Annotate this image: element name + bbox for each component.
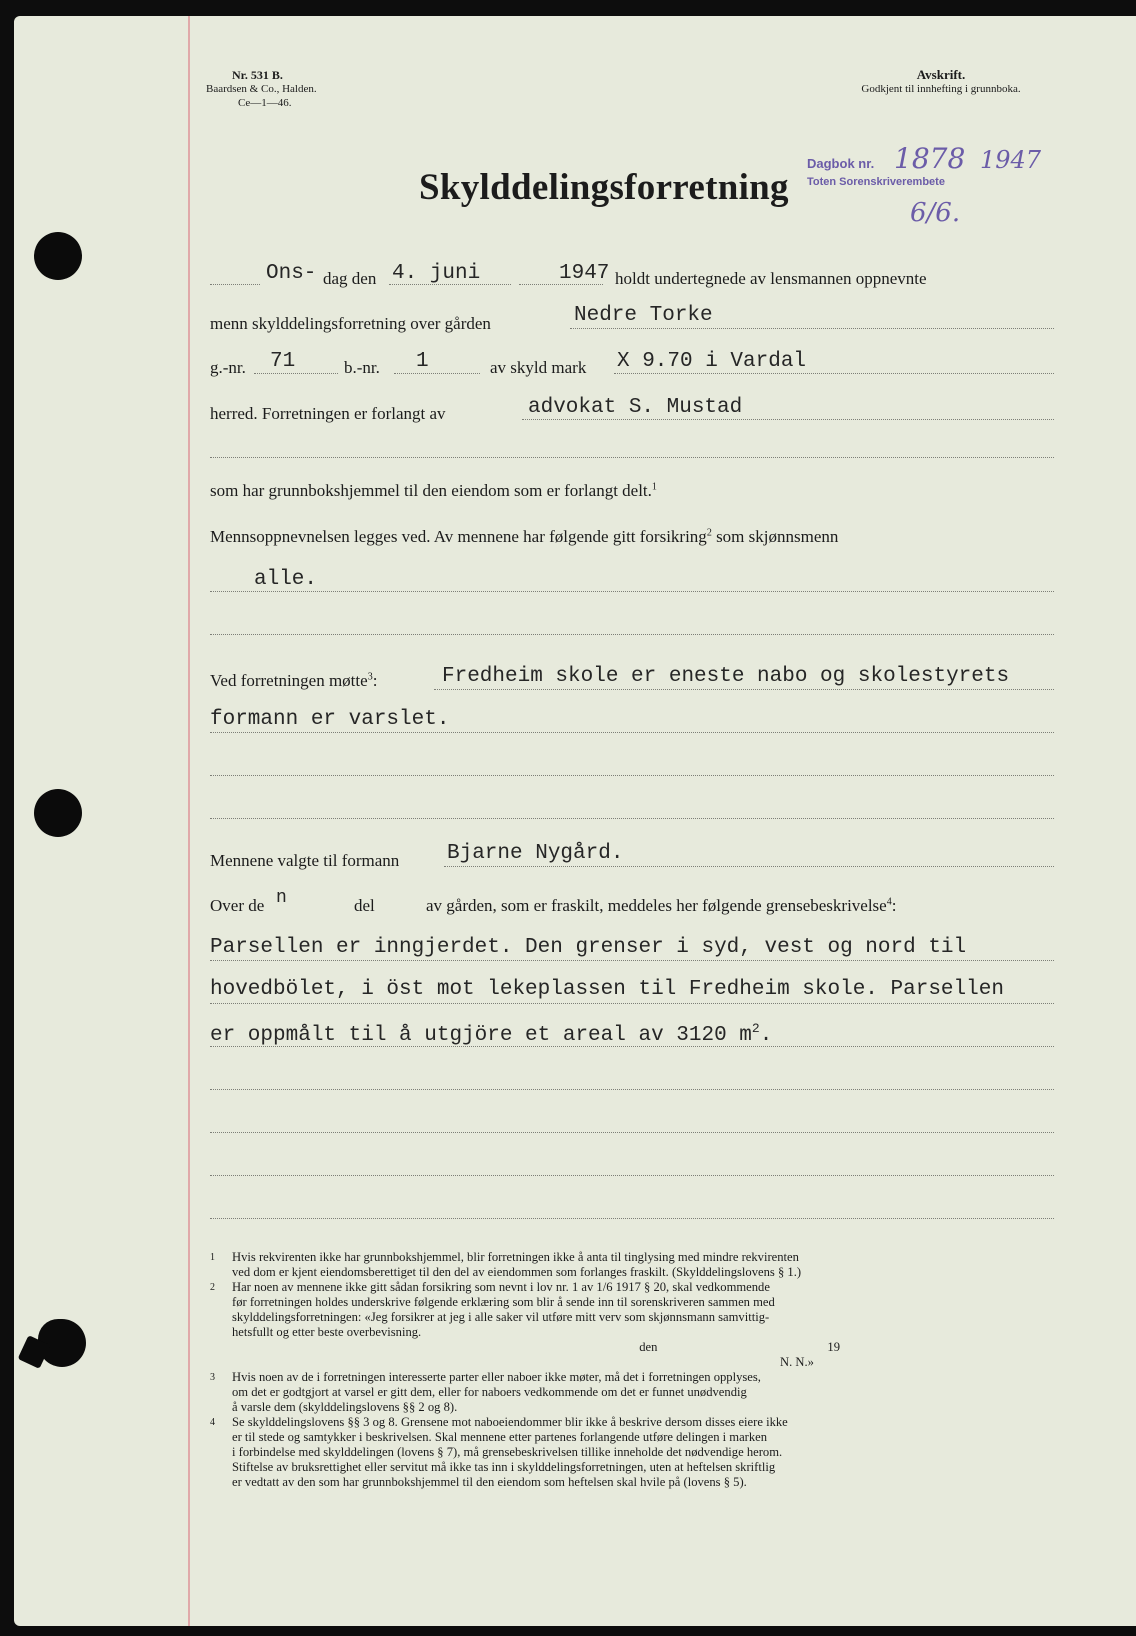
footnotes: 1 Hvis rekvirenten ikke har grunnbokshjemmel, blir forretningen ikke å anta til tinglysing med mindre rekvirenten ved dom er kjent eiendomsberettiget til den del av eiendommen som forlanges fraskilt. (Skylddelingslovens § 1.) 2 Har noen av mennene ikke gitt sådan forsikring som nevnt i lov nr. 1 av 1/6 1917 § 20, skal vedkommende før forretningen holdes underskrive følgende erklæring som blir å sende inn til sorenskriveren sammen med skylddelingsforretningen: «Jeg forsikrer at jeg i alle saker vil utføre mitt verv som skjønnsmann samvittig- hetsfullt og etter beste overbevisning. den 19 N. N.» 3 Hvis noen av de i forretningen interesserte parter eller naboer ikke møter, må det i forretningen opplyses, om det er godtgjort at varsel er gitt dem, eller for naboers vedkommende om det er funnet unødvendig å varsle dem (skylddelingslovens §§ 2 og 8). 4 Se skylddelingslovens §§ 3 og 8. Grensene mot naboeiendommer blir ikke å beskrive dersom disses eiere ikke er til stede og samtykker i beskrivelsen. Skal mennene etter partenes forlangende utføre delingen i marken i forbindelse med skylddelingen (lovens § 7), må grensebeskrivelsen tillike inneholde det nødvendige herom. Stiftelse av bruksrettighet eller servitut må ikke tas inn i skylddelingsforretningen, uten at heftelsen skriftlig er vedtatt av den som har grunnbokshjemmel til den eiendom som heftelsen skal hvile på (lovens § 5).: [210, 1250, 840, 1489]
skyld-value: X 9.70 i Vardal: [617, 350, 807, 373]
weekday-value: Ons-: [266, 262, 317, 285]
copy-note: Godkjent til innhefting i grunnboka.: [861, 83, 1021, 95]
requested-text: herred. Forretningen er forlangt av: [210, 404, 446, 423]
form-number: Nr. 531 B.: [232, 68, 283, 82]
men-text: menn skylddelingsforretning over gården: [210, 314, 491, 333]
blank-line: [210, 1218, 1054, 1219]
diary-year: 1947: [980, 146, 1042, 174]
blank-line: [210, 818, 1054, 819]
bnr-value: 1: [416, 350, 429, 373]
margin-rule: [188, 16, 190, 1626]
gnr-label: g.-nr.: [210, 358, 246, 377]
blank-line: [210, 1132, 1054, 1133]
copy-label: Avskrift.: [916, 67, 966, 82]
assured-men: alle.: [254, 568, 318, 591]
blank-line: [210, 457, 1054, 458]
date-value: 4. juni: [392, 262, 481, 285]
punch-hole: [34, 789, 82, 837]
over-handwritten: n: [276, 888, 287, 908]
grunnbok-text: som har grunnbokshjemmel til den eiendom som er forlangt delt.$^1$: [210, 481, 657, 500]
diary-stamp-line1: Dagbok nr.: [807, 156, 875, 171]
requested-by: advokat S. Mustad: [528, 396, 743, 419]
document-title: Skylddelingsforretning: [419, 167, 789, 208]
description-line-2: hovedbölet, i öst mot lekeplassen til Fredheim skole. Parsellen: [210, 978, 1004, 1001]
blank-line: [210, 775, 1054, 776]
chair-label: Mennene valgte til formann: [210, 851, 400, 870]
diary-stamp-line2: Toten Sorenskriverembete: [807, 176, 945, 188]
printer-name: Baardsen & Co., Halden.: [206, 83, 317, 95]
attended-label: Ved forretningen møtte$^3$:: [210, 671, 378, 690]
blank-line: [210, 1175, 1054, 1176]
del-label: del: [354, 896, 375, 915]
copy-notice: [826, 68, 1056, 96]
blank-line: [210, 1089, 1054, 1090]
printer-code: Ce—1—46.: [238, 97, 292, 109]
day-label: dag den: [323, 269, 377, 288]
punch-hole: [34, 232, 82, 280]
printer-info: [206, 68, 317, 110]
diary-date: 6/6.: [910, 198, 961, 228]
attended-line-2: formann er varslet.: [210, 708, 450, 731]
held-text: holdt undertegnede av lensmannen oppnevnte: [615, 269, 927, 288]
over-label: Over de: [210, 896, 265, 915]
description-label: av gården, som er fraskilt, meddeles her følgende grensebeskrivelse$^4$:: [426, 896, 897, 915]
chairman: Bjarne Nygård.: [447, 842, 624, 865]
year-value: 1947: [559, 262, 610, 285]
diary-number: 1878: [894, 142, 966, 175]
attended-line-1: Fredheim skole er eneste nabo og skolestyrets: [442, 665, 1010, 688]
appointment-text: Mennsoppnevnelsen legges ved. Av mennene har følgende gitt forsikring$^2$ som skjønnsmenn: [210, 527, 839, 546]
description-line-3: er oppmålt til å utgjöre et areal av 3120 $m^2$.: [210, 1021, 773, 1047]
bnr-label: b.-nr.: [344, 358, 380, 377]
document-page: [14, 16, 1136, 1626]
description-line-1: Parsellen er inngjerdet. Den grenser i syd, vest og nord til: [210, 936, 967, 959]
blank-line: [210, 634, 1054, 635]
gnr-value: 71: [270, 350, 296, 373]
skyld-label: av skyld mark: [490, 358, 587, 377]
punch-hole: [38, 1319, 86, 1367]
farm-name: Nedre Torke: [574, 304, 713, 327]
